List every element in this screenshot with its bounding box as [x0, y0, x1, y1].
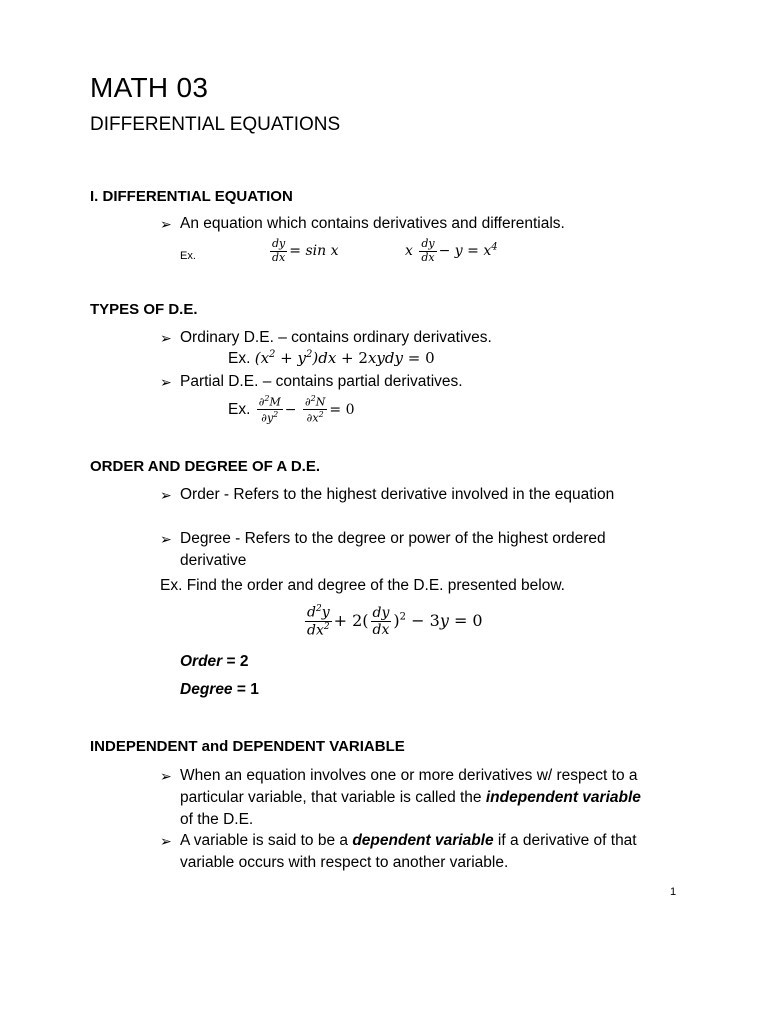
page-number: 1	[670, 886, 677, 898]
arrow-bullet-icon: ➢	[160, 216, 172, 232]
bullet-ordinary-text: Ordinary D.E. – contains ordinary derivatives.	[180, 329, 492, 346]
bullet-order	[160, 484, 640, 506]
degree-answer-label: Degree	[180, 681, 233, 698]
dependent-variable-term: dependent variable	[352, 832, 494, 849]
bullet-partial-text: Partial D.E. – contains partial derivatives.	[180, 373, 463, 390]
example-label: Ex.	[180, 250, 196, 262]
bullet-order-text: Order - Refers to the highest derivative involved in the equation	[180, 486, 615, 503]
arrow-bullet-icon: ➢	[160, 833, 172, 849]
equation-order-degree: $\frac{d^2y}{dx^2}$ + 2( $\frac{dy}{dx}$ )$^2$ − 3y = 0	[307, 604, 483, 639]
degree-answer-value: = 1	[232, 681, 259, 698]
bullet-definition-text: An equation which contains derivatives and differentials.	[180, 215, 565, 232]
arrow-bullet-icon: ➢	[160, 374, 172, 390]
order-answer-value: = 2	[222, 653, 249, 670]
section-heading-order-degree: ORDER AND DEGREE OF A D.E.	[90, 458, 321, 475]
bullet-independent-text: When an equation involves one or more derivatives w/ respect to a particular variable, that variable is called the independent variable of the D.E.	[180, 767, 641, 828]
arrow-bullet-icon: ➢	[160, 531, 172, 547]
section-heading-types: TYPES OF D.E.	[90, 301, 198, 318]
ordinary-example: Ex. $(x^2 + y^2)dx$ + 2xydy = 0	[228, 349, 435, 367]
bullet-dependent-text: A variable is said to be a dependent variable if a derivative of that variable occurs with respect to another variable.	[180, 832, 637, 871]
bullet-dependent	[160, 830, 652, 874]
partial-example-label: Ex.	[228, 400, 251, 418]
degree-answer	[180, 681, 259, 699]
equation-xdydx-y-x4: x $\frac{dy}{dx}$ − $y = x^4$	[405, 237, 498, 264]
bullet-ordinary	[160, 327, 680, 349]
bullet-degree-text: Degree - Refers to the degree or power of the highest ordered derivative	[180, 530, 606, 569]
equation-dydx-sinx: $\frac{dy}{dx}$ = sin x	[272, 237, 339, 264]
section-heading-variables: INDEPENDENT and DEPENDENT VARIABLE	[90, 738, 405, 755]
bullet-partial	[160, 371, 680, 393]
bullet-definition	[160, 213, 680, 235]
order-answer-label: Order	[180, 653, 223, 670]
section-heading-differential-equation: I. DIFFERENTIAL EQUATION	[90, 188, 293, 205]
arrow-bullet-icon: ➢	[160, 487, 172, 503]
order-answer	[180, 653, 249, 671]
page-subtitle: DIFFERENTIAL EQUATIONS	[90, 114, 341, 135]
ordinary-example-label: Ex.	[228, 350, 251, 367]
bullet-degree	[160, 528, 640, 572]
independent-variable-term: independent variable	[485, 789, 641, 806]
order-degree-example-intro: Ex. Find the order and degree of the D.E. presented below.	[160, 577, 565, 594]
bullet-independent	[160, 765, 652, 831]
partial-example: Ex. $\frac{\partial^2M}{\partial y^2}$ − $\frac{\partial^2N}{\partial x^2}$ = 0	[228, 394, 355, 425]
page-title: MATH 03	[90, 72, 209, 103]
arrow-bullet-icon: ➢	[160, 330, 172, 346]
arrow-bullet-icon: ➢	[160, 768, 172, 784]
